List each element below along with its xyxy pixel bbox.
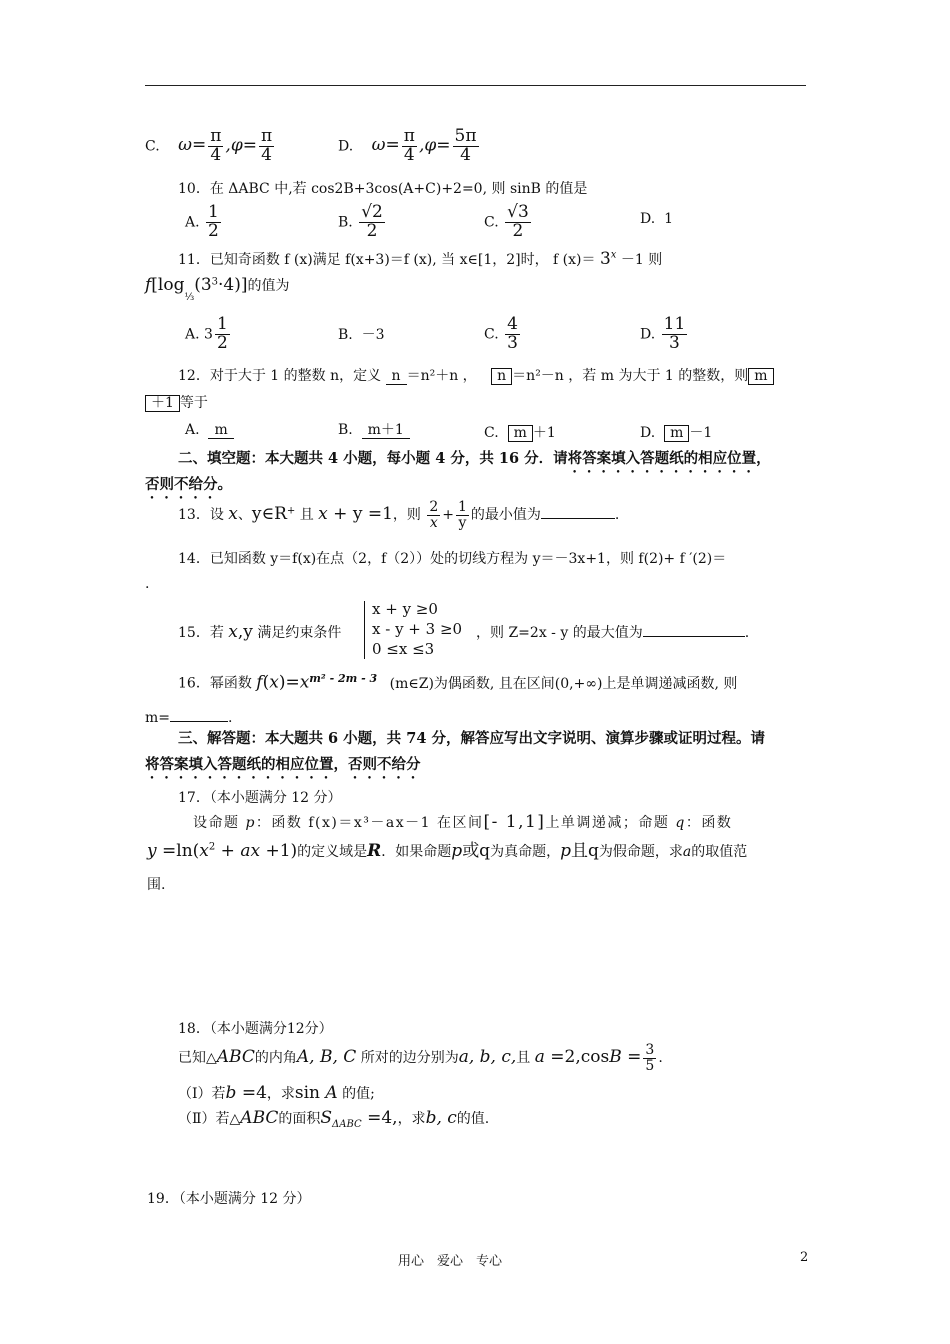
frac-den: 4 <box>460 144 471 165</box>
q18-head: 18．（本小题满分12分） <box>178 1021 333 1037</box>
frac-den: 4 <box>210 144 222 165</box>
q14-line2: . <box>145 576 150 592</box>
q10-option-b: B. $\frac{√2}{2}$ <box>338 202 383 241</box>
q11-stem: 11．已知奇函数 f (x)满足 f(x+3)＝f (x), 当 x∈[1，2]时， f (x)＝ 3$^x$ －1 则 <box>178 249 663 269</box>
section3-title: 三、解答题：本大题共 6 小题，共 74 分，解答应写出文字说明、演算步骤或证明过程。请 <box>178 730 765 747</box>
q10-stem: 10．在 ΔABC 中,若 cos2B+3cos(A+C)+2=0, 则 sinB 的值是 <box>178 181 588 197</box>
q10-option-d: D. 1 <box>640 211 674 227</box>
q11-option-b: B. －3 <box>338 327 385 343</box>
frac-den: 4 <box>403 144 415 165</box>
q10-option-a: A. $\frac{1}{2}$ <box>185 202 219 241</box>
q18-line3: （Ⅱ）若△ABC的面积$S_{\Delta ABC} =4$,，求b, c的值. <box>178 1108 490 1130</box>
m-box: m <box>748 368 773 385</box>
q11-option-a: A. 3 $\frac{1}{2}$ <box>185 314 228 353</box>
q11-option-c: C. $\frac{4}{3}$ <box>484 314 518 353</box>
def2-box: n <box>491 368 512 385</box>
footer-text: 用心 爱心 专心 <box>398 1254 503 1269</box>
frac-num: π <box>260 126 273 146</box>
plus-one-box: ＋1 <box>145 395 180 412</box>
frac-den: 4 <box>261 144 272 165</box>
constraint-row: x + y ≥0 <box>372 600 438 618</box>
q19-head: 19．（本小题满分 12 分） <box>147 1191 311 1207</box>
q18-line2: （Ⅰ）若b =4，求sin A 的值; <box>178 1083 375 1103</box>
def1-box: n <box>386 369 407 385</box>
constraint-row: x - y + 3 ≥0 <box>372 620 463 638</box>
q17-line1: 设命题 p：函数 f(x)＝x³－ax－1 在区间[- 1,1]上单调递减；命题 q：函数 <box>193 812 733 832</box>
q16-line2: m= . <box>145 710 233 726</box>
section2-line2: 否则不给分。 <box>145 476 232 493</box>
q12-stem: 12．对于大于 1 的整数 n，定义 n ＝n²＋n ， n ＝n²－n ，若 m 为大于 1 的整数，则 m <box>178 365 774 385</box>
q17-line2: $y =\ln(x^2$ + ax +1)的定义域是R．如果命题p或q为真命题，p且q为假命题，求a的取值范 <box>147 841 748 861</box>
header-rule <box>145 85 806 86</box>
q15-post: ，则 Z=2x - y 的最大值为 . <box>476 625 750 641</box>
q11-line2: $f[\log_{\frac{1}{3}}(3^3\cdot 4)]$的值为 <box>145 275 290 303</box>
q14: 14．已知函数 y＝f(x)在点（2，f（2））处的切线方程为 y＝－3x+1，则 f(2)+ f ′(2)＝ <box>178 551 727 567</box>
q9-option-d: D. ω= $\frac{\pi}{4}$ ,φ= $\frac{5\pi}{4}$ <box>338 126 477 165</box>
frac-num: π <box>210 126 222 146</box>
option-label: C. <box>145 138 160 155</box>
q18-line1: 已知△ABC的内角A, B, C 所对的边分别为a, b, c,且 a =2,cosB = $\frac{3}{5}$ . <box>178 1042 663 1074</box>
q17-line3: 围. <box>147 877 166 893</box>
q13: 13．设 x、y∈R+ 且 x + y =1，则 $\frac{2}{x}$ + $\frac{1}{y}$ 的最小值为 . <box>178 499 620 531</box>
section2-title: 二、填空题：本大题共 4 小题，每小题 4 分，共 16 分．请将答案填入答题纸的相应位置， <box>178 450 771 467</box>
q12-option-a: A. m <box>185 422 234 439</box>
q12-option-b: B. m＋1 <box>338 422 410 439</box>
q17-head: 17．（本小题满分 12 分） <box>178 790 342 806</box>
frac-num: π <box>403 126 415 146</box>
q12-line2: ＋1 等于 <box>145 392 208 412</box>
q11-stem-a: 11．已知奇函数 f (x)满足 f(x+3)＝f (x), 当 x∈[1，2]时， f (x)＝ <box>178 252 596 268</box>
q15-pre: 15．若 x,y 满足约束条件 <box>178 622 342 642</box>
q9-option-c: C. ω= $\frac{\pi}{4}$ ,φ= $\frac{\pi}{4}$ <box>145 126 273 165</box>
q12-option-d: D. m －1 <box>640 425 713 441</box>
section3-line2: 将答案填入答题纸的相应位置，否则不给分 <box>145 756 421 773</box>
q12-option-c: C. m ＋1 <box>484 425 556 441</box>
page-number: 2 <box>800 1250 809 1265</box>
q10-option-c: C. $\frac{√3}{2}$ <box>484 202 529 241</box>
q16: 16．幂函数 $f(x)=x^{m^2 - 2m - 3}$ (m∈Z)为偶函数, 且在区间(0,+∞)上是单调递减函数, 则 <box>178 672 738 693</box>
frac-num: 5π <box>454 126 477 146</box>
constraint-row: 0 ≤x ≤3 <box>372 640 435 658</box>
q11-stem-b: －1 则 <box>620 252 663 268</box>
q11-suffix: 的值为 <box>247 278 290 294</box>
q11-option-d: D. $\frac{11}{3}$ <box>640 314 686 353</box>
option-label: D. <box>338 138 354 155</box>
